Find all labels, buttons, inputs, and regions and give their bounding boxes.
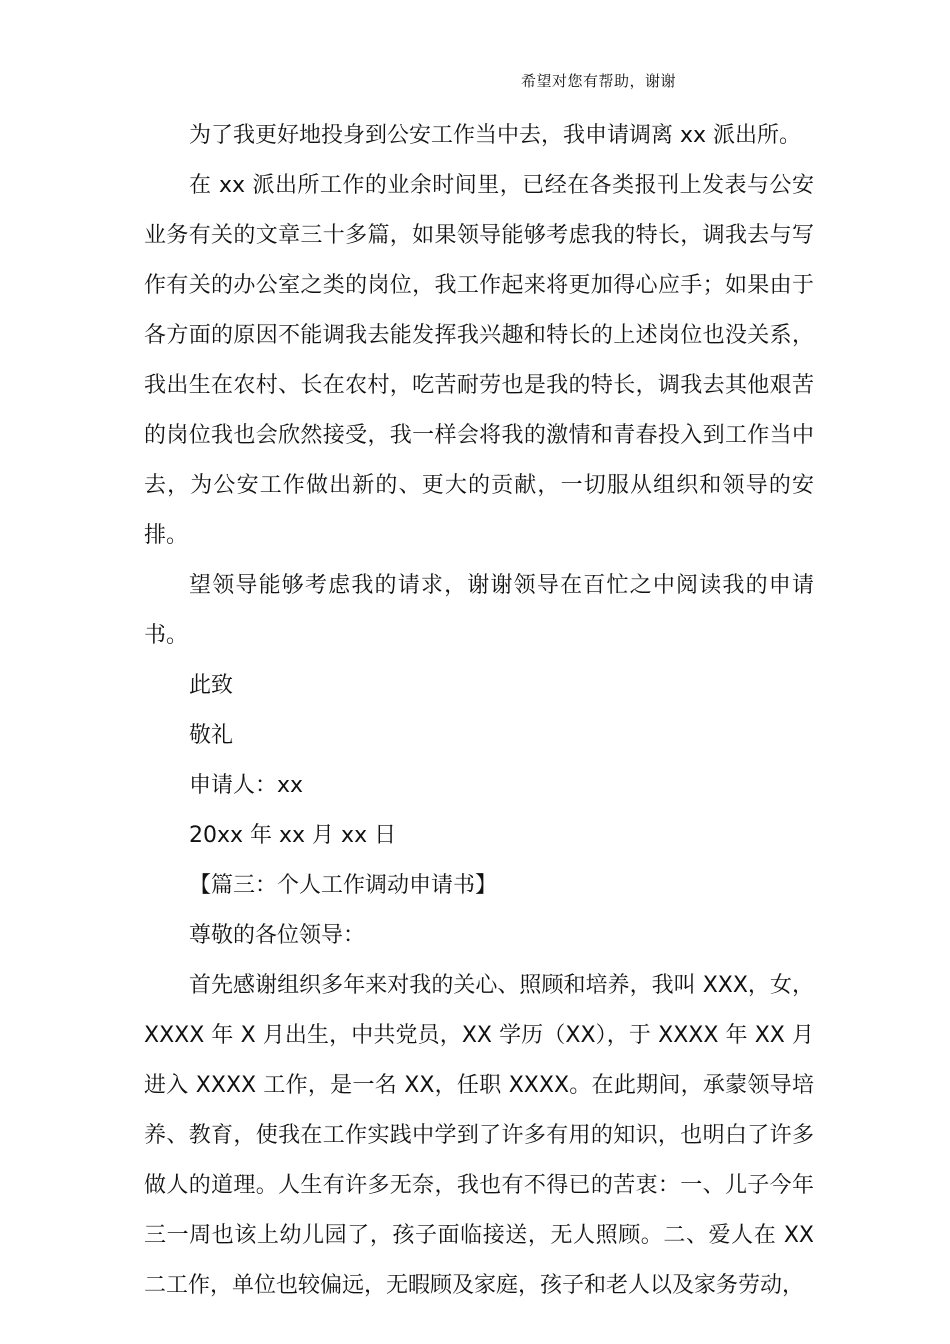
paragraph-articles-and-specialty: 在 xx 派出所工作的业余时间里，已经在各类报刊上发表与公安业务有关的文章三十多篇，如果领导能够考虑我的特长，调我去与写作有关的办公室之类的岗位，我工作起来将更加得心应手；如果由于各方面的原因不能调我去能发挥我兴趣和特长的上述岗位也没关系，我出生在农村、长在农村，吃苦耐劳也是我的特长，调我去其他艰苦的岗位我也会欣然接受，我一样会将我的激情和青春投入到工作当中去，为公安工作做出新的、更大的贡献，一切服从组织和领导的安排。 (144, 173, 814, 548)
applicant-signature: 申请人：xx (189, 773, 304, 798)
salutation-cizhi: 此致 (189, 673, 234, 698)
application-date: 20xx 年 xx 月 xx 日 (189, 823, 397, 848)
paragraph-personal-intro: 首先感谢组织多年来对我的关心、照顾和培养，我叫 XXX，女，XXXX 年 X 月出生，中共党员，XX 学历（XX），于 XXXX 年 XX 月进入 XXXX 工作，是一名 XX，任职 XXXX。在此期间，承蒙领导培养、教育，使我在工作实践中学到了许多有用的知识，也明白了许多做人的道理。人生有许多无奈，我也有不得已的苦衷：一、儿子今年三一周也该上幼儿园了，孩子面临接送，无人照顾。二、爱人在 XX 二工作，单位也较偏远，无暇顾及家庭，孩子和老人以及家务劳动， (144, 973, 814, 1298)
salutation-jingli: 敬礼 (189, 723, 234, 748)
section-heading: 【篇三：个人工作调动申请书】 (189, 873, 498, 898)
paragraph-closing-thanks: 望领导能够考虑我的请求，谢谢领导在百忙之中阅读我的申请书。 (144, 573, 814, 648)
document-body (144, 111, 814, 1311)
page-header-note: 希望对您有帮助，谢谢 (521, 72, 677, 90)
greeting: 尊敬的各位领导： (189, 923, 366, 948)
paragraph-transfer-request: 为了我更好地投身到公安工作当中去，我申请调离 xx 派出所。 (189, 123, 802, 148)
